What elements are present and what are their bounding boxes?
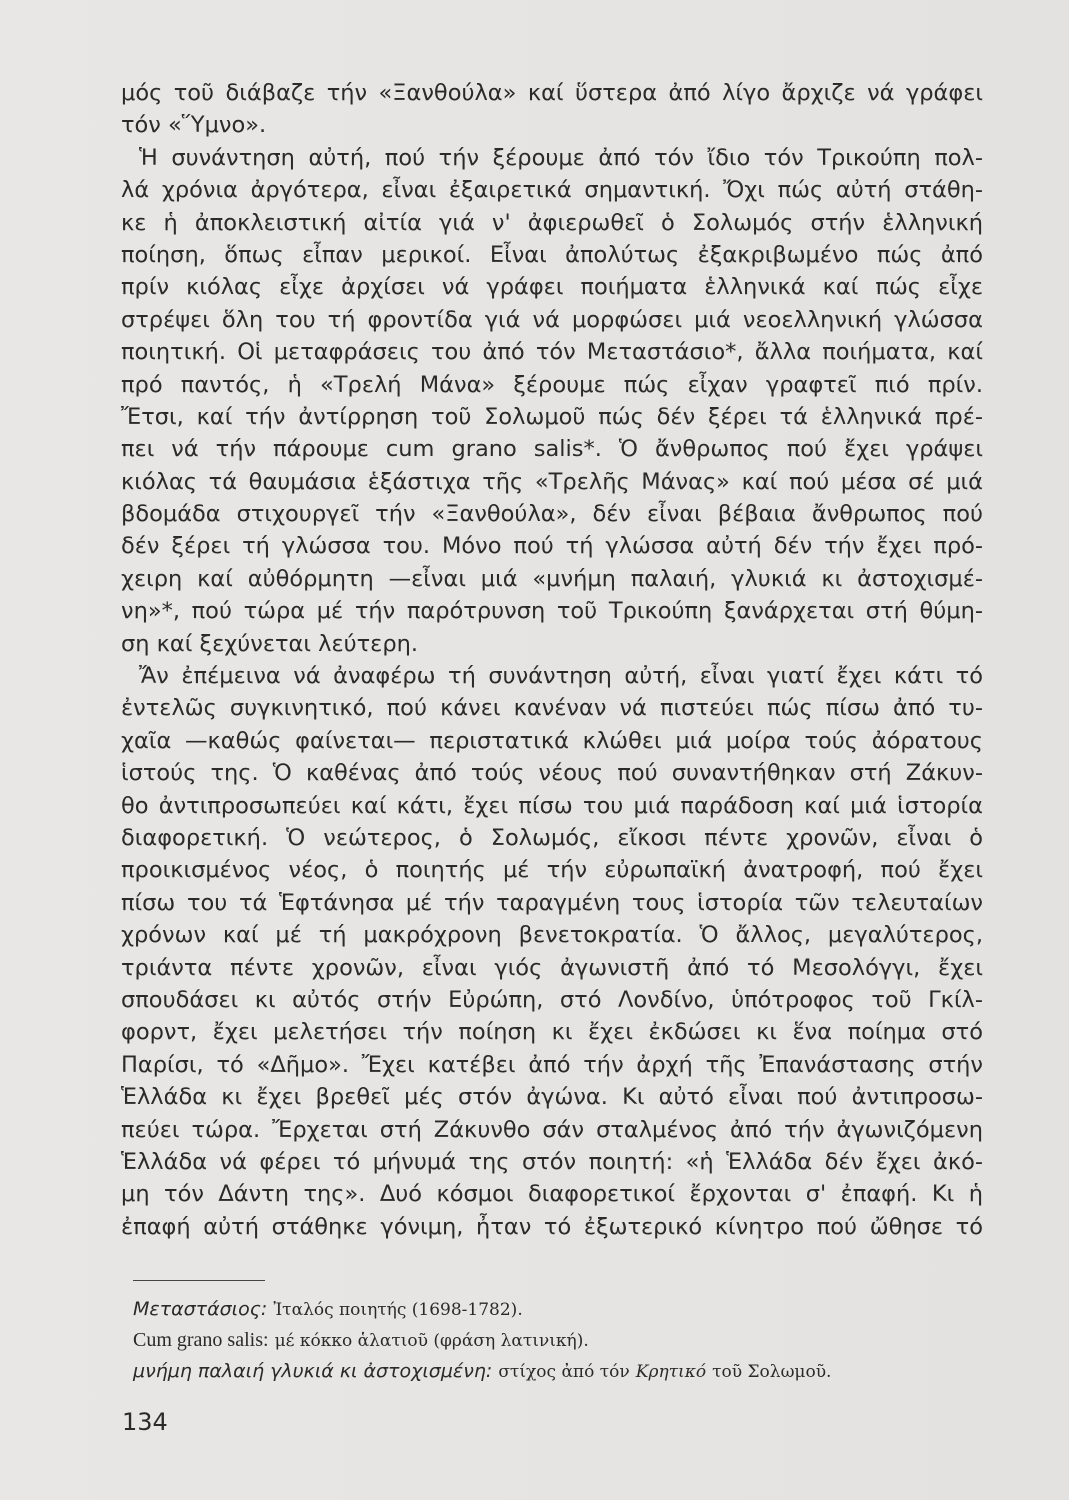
- text-line: Ἡ συνάντηση αὐτή, πού τήν ξέρουμε ἀπό τόν ἴδιο τόν Τρικούπη πολ-: [139, 144, 983, 171]
- footnote-text: τοῦ Σολωμοῦ.: [712, 1362, 832, 1382]
- text-line: Ἑλλάδα κι ἔχει βρεθεῖ μές στόν ἀγώνα. Κι αὐτό εἶναι πού ἀντιπροσω-: [121, 1084, 983, 1111]
- footnote-term: Μεταστάσιος:: [133, 1298, 268, 1320]
- text-line: πίσω του τά Ἑφτάνησα μέ τήν ταραγμένη τους ἱστορία τῶν τελευταίων: [121, 889, 983, 916]
- text-line: φορντ, ἔχει μελετήσει τήν ποίηση κι ἔχει ἐκδώσει κι ἕνα ποίημα στό: [121, 1019, 983, 1046]
- text-line: λά χρόνια ἀργότερα, εἶναι ἐξαιρετικά σημαντική. Ὄχι πώς αὐτή στάθη-: [121, 177, 983, 204]
- text-line: ποίηση, ὅπως εἶπαν μερικοί. Εἶναι ἀπολύτως ἐξακριβωμένο πώς ἀπό: [121, 241, 983, 268]
- footnote-text: Ἰταλός ποιητής (1698-1782).: [273, 1300, 523, 1320]
- text-line: χειρη καί αὐθόρμητη —εἶναι μιά «μνήμη παλαιή, γλυκιά κι ἀστοχισμέ-: [121, 565, 983, 592]
- text-line: ἱστούς της. Ὁ καθένας ἀπό τούς νέους πού συναντήθηκαν στή Ζάκυν-: [121, 760, 983, 787]
- footnotes: [133, 1294, 983, 1387]
- text-line: διαφορετική. Ὁ νεώτερος, ὁ Σολωμός, εἴκοσι πέντε χρονῶν, εἶναι ὁ: [121, 824, 983, 851]
- page-number: 134: [122, 1408, 168, 1436]
- body-text: [121, 77, 983, 1243]
- text-line: χρόνων καί μέ τή μακρόχρονη βενετοκρατία. Ὁ ἄλλος, μεγαλύτερος,: [121, 922, 983, 949]
- footnote-divider: [133, 1280, 265, 1281]
- text-line: στρέψει ὅλη του τή φροντίδα γιά νά μορφώσει μιά νεοελληνική γλώσσα: [121, 306, 983, 333]
- text-line: μη τόν Δάντη της». Δυό κόσμοι διαφορετικοί ἔρχονται σ' ἐπαφή. Κι ἡ: [121, 1181, 983, 1208]
- text-line: προικισμένος νέος, ὁ ποιητής μέ τήν εὐρωπαϊκή ἀνατροφή, πού ἔχει: [121, 857, 983, 884]
- text-line: Ἔτσι, καί τήν ἀντίρρηση τοῦ Σολωμοῦ πώς δέν ξέρει τά ἑλληνικά πρέ-: [121, 403, 983, 430]
- text-line: ποιητική. Οἱ μεταφράσεις του ἀπό τόν Μεταστάσιο*, ἄλλα ποιήματα, καί: [121, 339, 983, 366]
- text-line: μός τοῦ διάβαζε τήν «Ξανθούλα» καί ὕστερα ἀπό λίγο ἄρχιζε νά γράφει: [121, 80, 983, 106]
- text-line: νη»*, πού τώρα μέ τήν παρότρυνση τοῦ Τρικούπη ξανάρχεται στή θύμη-: [121, 598, 983, 625]
- text-line: Ἄν ἐπέμεινα νά ἀναφέρω τή συνάντηση αὐτή, εἶναι γιατί ἔχει κάτι τό: [139, 663, 983, 690]
- text-line: τριάντα πέντε χρονῶν, εἶναι γιός ἀγωνιστῆ ἀπό τό Μεσολόγγι, ἔχει: [121, 954, 983, 981]
- text-line: χαῖα —καθώς φαίνεται— περιστατικά κλώθει μιά μοίρα τούς ἀόρατους: [121, 727, 983, 754]
- footnote-work-title: Κρητικό: [635, 1362, 707, 1382]
- footnote-text: στίχος ἀπό τόν: [498, 1362, 630, 1382]
- text-line: Ἑλλάδα νά φέρει τό μήνυμά της στόν ποιητή: «ἡ Ἑλλάδα δέν ἔχει ἀκό-: [121, 1148, 983, 1175]
- text-line: πρό παντός, ἡ «Τρελή Μάνα» ξέρουμε πώς εἶχαν γραφτεῖ πιό πρίν.: [121, 371, 983, 398]
- text-line: ση καί ξεχύνεται λεύτερη.: [121, 630, 419, 657]
- text-line: κιόλας τά θαυμάσια ἑξάστιχα τῆς «Τρελῆς Μάνας» καί πού μέσα σέ μιά: [121, 468, 983, 495]
- text-line: πρίν κιόλας εἶχε ἀρχίσει νά γράφει ποιήματα ἑλληνικά καί πώς εἶχε: [121, 274, 983, 301]
- text-line: τόν «Ὕμνο».: [121, 112, 267, 139]
- footnote: [133, 1356, 983, 1387]
- text-line: κε ἡ ἀποκλειστική αἰτία γιά ν' ἀφιερωθεῖ ὁ Σολωμός στήν ἑλληνική: [121, 209, 983, 236]
- text-line: ἐπαφή αὐτή στάθηκε γόνιμη, ἦταν τό ἐξωτερικό κίνητρο πού ὤθησε τό: [121, 1213, 983, 1240]
- footnote: [133, 1325, 983, 1356]
- text-line: πει νά τήν πάρουμε cum grano salis*. Ὁ ἄνθρωπος πού ἔχει γράψει: [121, 436, 983, 463]
- text-line: πεύει τώρα. Ἔρχεται στή Ζάκυνθο σάν σταλμένος ἀπό τήν ἀγωνιζόμενη: [121, 1116, 983, 1143]
- text-line: δέν ξέρει τή γλώσσα του. Μόνο πού τή γλώσσα αὐτή δέν τήν ἔχει πρό-: [121, 533, 983, 560]
- text-line: σπουδάσει κι αὐτός στήν Εὐρώπη, στό Λονδίνο, ὑπότροφος τοῦ Γκίλ-: [121, 986, 983, 1013]
- footnote: [133, 1294, 983, 1325]
- footnote-term: μνήμη παλαιή γλυκιά κι ἀστοχισμένη:: [133, 1360, 493, 1382]
- footnote-term: Cum grano salis:: [133, 1329, 269, 1351]
- text-line: ἐντελῶς συγκινητικό, πού κάνει κανέναν νά πιστεύει πώς πίσω ἀπό τυ-: [121, 695, 983, 722]
- footnote-text: μέ κόκκο ἁλατιοῦ (φράση λατινική).: [274, 1331, 589, 1351]
- text-line: Παρίσι, τό «Δῆμο». Ἔχει κατέβει ἀπό τήν ἀρχή τῆς Ἐπανάστασης στήν: [121, 1051, 983, 1078]
- text-line: θο ἀντιπροσωπεύει καί κάτι, ἔχει πίσω του μιά παράδοση καί μιά ἱστορία: [121, 792, 983, 819]
- text-line: βδομάδα στιχουργεῖ τήν «Ξανθούλα», δέν εἶναι βέβαια ἄνθρωπος πού: [121, 501, 983, 528]
